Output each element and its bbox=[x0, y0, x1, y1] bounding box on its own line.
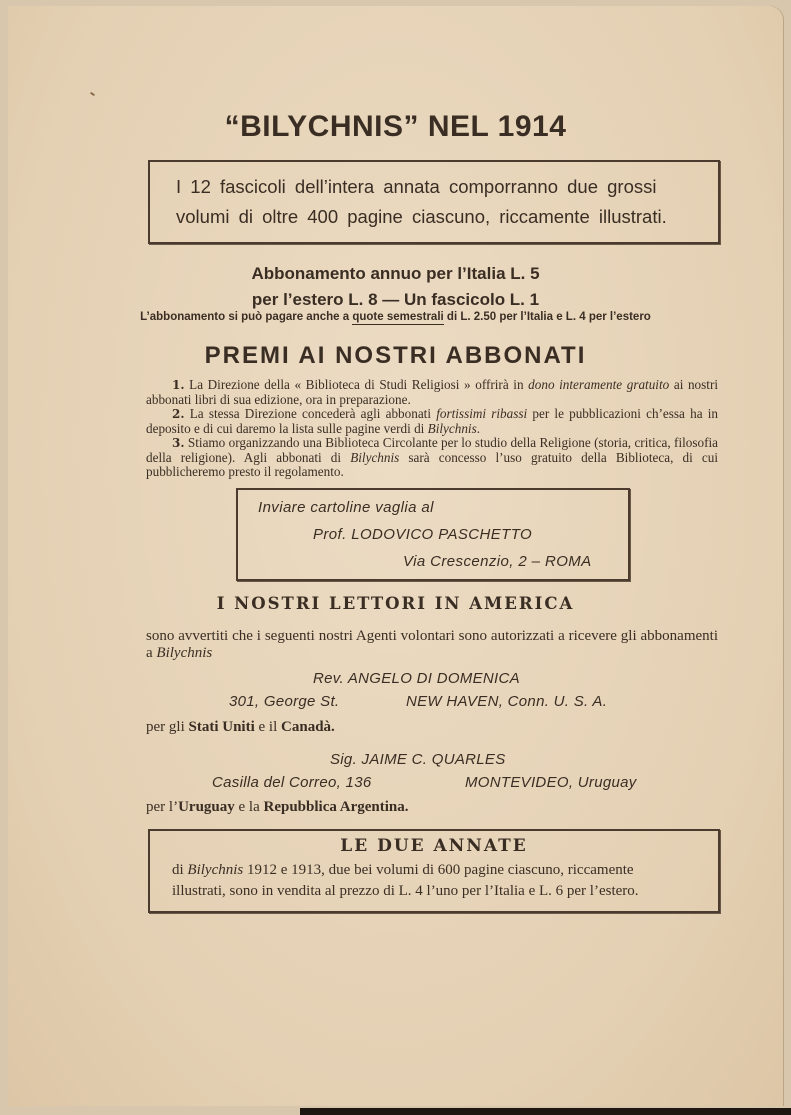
america-intro bbox=[146, 628, 718, 662]
annate-heading: LE DUE ANNATE bbox=[340, 836, 528, 856]
annate-box bbox=[148, 829, 720, 913]
agent1-region bbox=[146, 719, 335, 736]
intro-line-1: I 12 fascicoli dell’intera annata comporranno due grossi bbox=[176, 176, 657, 197]
address-line-1: Inviare cartoline vaglia al bbox=[258, 499, 434, 516]
subscription-line-2: per l’estero L. 8 — Un fascicolo L. 1 bbox=[251, 290, 540, 309]
annate-text-post: 1912 e 1913, due bei volumi di 600 pagine ciascuno, riccamente bbox=[243, 862, 634, 878]
item-text: Stiamo organizzando una Biblioteca Circolante per lo studio della Religione (storia, critica, filosofia della religione). Agli abbonati di bbox=[146, 435, 719, 465]
address-line-3: Via Crescenzio, 2 – ROMA bbox=[403, 553, 592, 570]
intro-text bbox=[150, 162, 718, 232]
region-bold: Canadà. bbox=[281, 719, 335, 735]
item-number: 3. bbox=[172, 436, 185, 450]
premi-list bbox=[146, 378, 718, 480]
region-text: e il bbox=[254, 719, 282, 735]
address-box bbox=[236, 488, 630, 581]
item-text: sarà concesso l’uso gratuito della Biblioteca, di cui pubblicheremo presto il regolamento. bbox=[146, 449, 718, 479]
page-bottom-shadow bbox=[300, 1108, 791, 1115]
item-text: per le pubblicazioni ch’essa ha in deposito e di cui daremo la lista sulle pagine verdi di bbox=[146, 406, 719, 436]
item-number: 2. bbox=[172, 407, 185, 421]
annate-text-pre: di bbox=[172, 862, 188, 878]
item-italic: dono interamente gratuito bbox=[528, 377, 670, 392]
address-line-2: Prof. LODOVICO PASCHETTO bbox=[313, 526, 533, 543]
item-number: 1. bbox=[172, 378, 185, 392]
agent1-street: 301, George St. bbox=[229, 693, 340, 710]
region-bold: Uruguay bbox=[178, 799, 235, 815]
subscription-note-underlined: quote semestrali bbox=[352, 311, 444, 323]
agent2-city: MONTEVIDEO, Uruguay bbox=[465, 774, 637, 791]
item-italic: Bilychnis bbox=[427, 420, 477, 436]
item-text: La stessa Direzione concederà agli abbonati bbox=[189, 406, 437, 421]
annate-line-2: illustrati, sono in vendita al prezzo di L. 4 l’uno per l’Italia e L. 6 per l’estero. bbox=[172, 883, 639, 899]
america-heading: I NOSTRI LETTORI IN AMERICA bbox=[216, 594, 575, 613]
region-text: per l’ bbox=[146, 799, 179, 815]
item-italic: Bilychnis bbox=[350, 449, 400, 465]
america-intro-italic: Bilychnis bbox=[156, 645, 213, 661]
item-italic: fortissimi ribassi bbox=[436, 406, 528, 421]
annate-line-1 bbox=[172, 860, 718, 881]
region-bold: Repubblica Argentina. bbox=[263, 799, 409, 815]
subscription-note bbox=[0, 311, 791, 323]
region-text: e la bbox=[234, 799, 264, 815]
item-text: La Direzione della « Biblioteca di Studi Religiosi » offrirà in bbox=[189, 377, 529, 392]
premi-item bbox=[146, 378, 718, 407]
america-intro-text: sono avvertiti che i seguenti nostri Agenti volontari sono autorizzati a ricevere gli abbonamenti a bbox=[146, 628, 718, 661]
agent2-street: Casilla del Correo, 136 bbox=[212, 774, 372, 791]
premi-item bbox=[146, 436, 718, 480]
agent2-region bbox=[146, 799, 409, 816]
subscription-line-1: Abbonamento annuo per l’Italia L. 5 bbox=[251, 264, 540, 283]
agent1-name: Rev. ANGELO DI DOMENICA bbox=[313, 670, 520, 687]
intro-line-2: volumi di oltre 400 pagine ciascuno, riccamente illustrati. bbox=[176, 206, 667, 227]
item-text: . bbox=[476, 420, 481, 436]
region-bold: Stati Uniti bbox=[188, 719, 255, 735]
item-text: ai nostri abbonati libri di sua edizione, ora in preparazione. bbox=[146, 377, 719, 407]
subscription-note-pre: L’abbonamento si può pagare anche a bbox=[140, 311, 353, 323]
annate-text bbox=[150, 856, 718, 902]
subscription-price bbox=[0, 261, 791, 313]
subscription-note-post: di L. 2.50 per l’Italia e L. 4 per l’estero bbox=[443, 311, 651, 323]
annate-italic: Bilychnis bbox=[187, 862, 244, 878]
agent1-city: NEW HAVEN, Conn. U. S. A. bbox=[406, 693, 608, 710]
agent2-name: Sig. JAIME C. QUARLES bbox=[330, 751, 506, 768]
premi-item bbox=[146, 407, 718, 436]
premi-heading: PREMI AI NOSTRI ABBONATI bbox=[204, 342, 587, 369]
region-text: per gli bbox=[146, 719, 189, 735]
page-title: “BILYCHNIS” NEL 1914 bbox=[224, 110, 567, 143]
intro-box bbox=[148, 160, 720, 244]
